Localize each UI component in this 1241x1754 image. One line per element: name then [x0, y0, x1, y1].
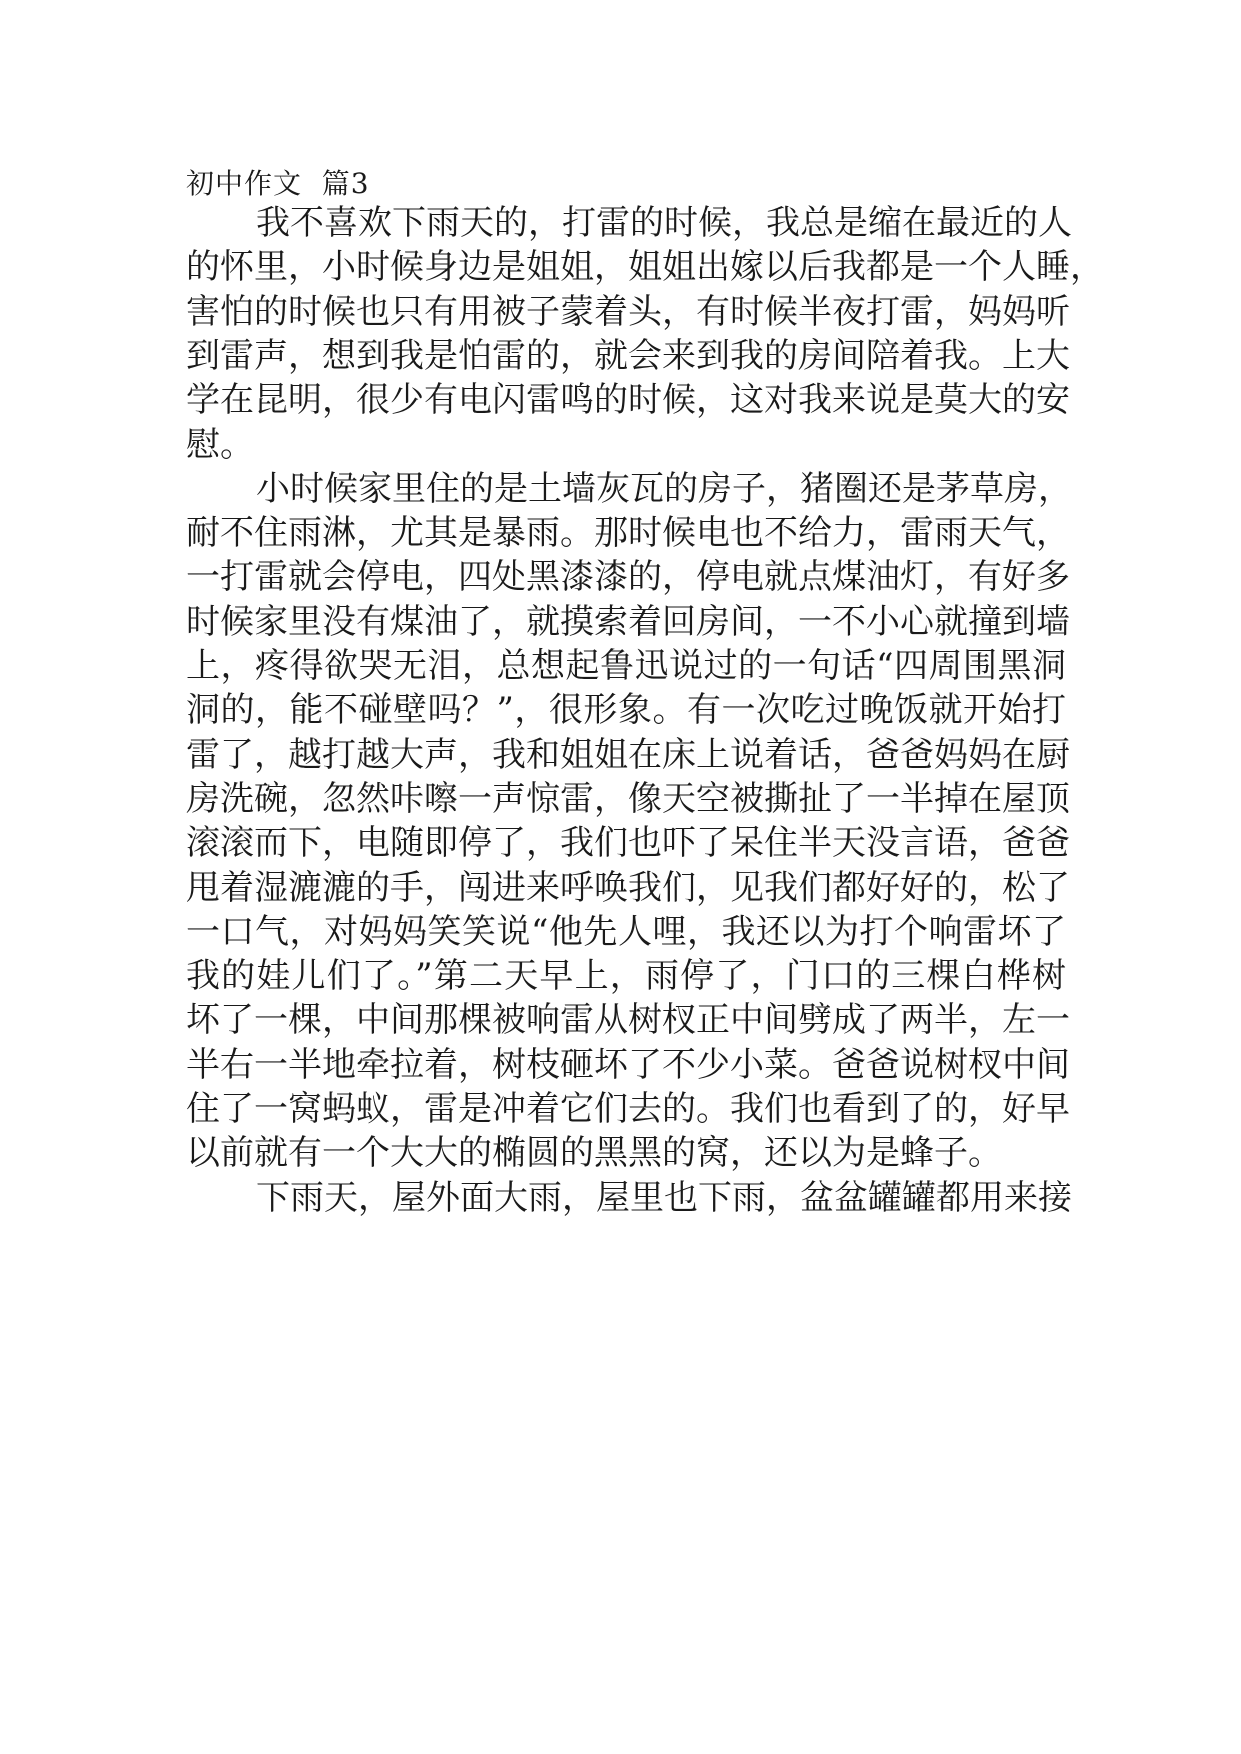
text-line: 我不喜欢下雨天的，打雷的时候，我总是缩在最近的人 — [256, 203, 1072, 243]
text-line: 甩着湿漉漉的手，闯进来呼唤我们，见我们都好好的，松了 — [186, 868, 1070, 908]
text-line: 害怕的时候也只有用被子蒙着头，有时候半夜打雷，妈妈听 — [186, 292, 1070, 332]
text-line: 上，疼得欲哭无泪，总想起鲁迅说过的一句话“四周围黑洞 — [186, 646, 1066, 686]
text-line: 一打雷就会停电，四处黑漆漆的，停电就点煤油灯，有好多 — [186, 557, 1070, 597]
text-line: 坏了一棵，中间那棵被响雷从树杈正中间劈成了两半，左一 — [186, 1000, 1070, 1040]
text-line: 洞的，能不碰壁吗？”，很形象。有一次吃过晚饭就开始打 — [186, 690, 1066, 730]
text-line: 的怀里，小时候身边是姐姐，姐姐出嫁以后我都是一个人睡， — [186, 247, 1104, 287]
text-line: 时候家里没有煤油了，就摸索着回房间，一不小心就撞到墙 — [186, 602, 1070, 642]
document-title: 初中作文 篇3 — [186, 167, 370, 200]
text-line: 下雨天，屋外面大雨，屋里也下雨，盆盆罐罐都用来接 — [256, 1178, 1072, 1218]
text-line: 雷了，越打越大声，我和姐姐在床上说着话，爸爸妈妈在厨 — [186, 735, 1070, 775]
text-line: 慰。 — [186, 425, 254, 465]
text-line: 一口气，对妈妈笑笑说“他先人哩，我还以为打个响雷坏了 — [186, 912, 1066, 952]
text-line: 住了一窝蚂蚁，雷是冲着它们去的。我们也看到了的，好早 — [186, 1089, 1070, 1129]
text-line: 耐不住雨淋，尤其是暴雨。那时候电也不给力，雷雨天气， — [186, 513, 1070, 553]
text-line: 学在昆明，很少有电闪雷鸣的时候，这对我来说是莫大的安 — [186, 380, 1070, 420]
text-line: 以前就有一个大大的椭圆的黑黑的窝，还以为是蜂子。 — [186, 1133, 1002, 1173]
text-line: 房洗碗，忽然咔嚓一声惊雷，像天空被撕扯了一半掉在屋顶 — [186, 779, 1070, 819]
text-line: 我的娃儿们了。”第二天早上，雨停了，门口的三棵白桦树 — [186, 956, 1066, 996]
text-line: 到雷声，想到我是怕雷的，就会来到我的房间陪着我。上大 — [186, 336, 1070, 376]
text-line: 滚滚而下，电随即停了，我们也吓了呆住半天没言语，爸爸 — [186, 823, 1070, 863]
text-line: 半右一半地牵拉着，树枝砸坏了不少小菜。爸爸说树杈中间 — [186, 1045, 1070, 1085]
text-line: 小时候家里住的是土墙灰瓦的房子，猪圈还是茅草房， — [256, 469, 1072, 509]
